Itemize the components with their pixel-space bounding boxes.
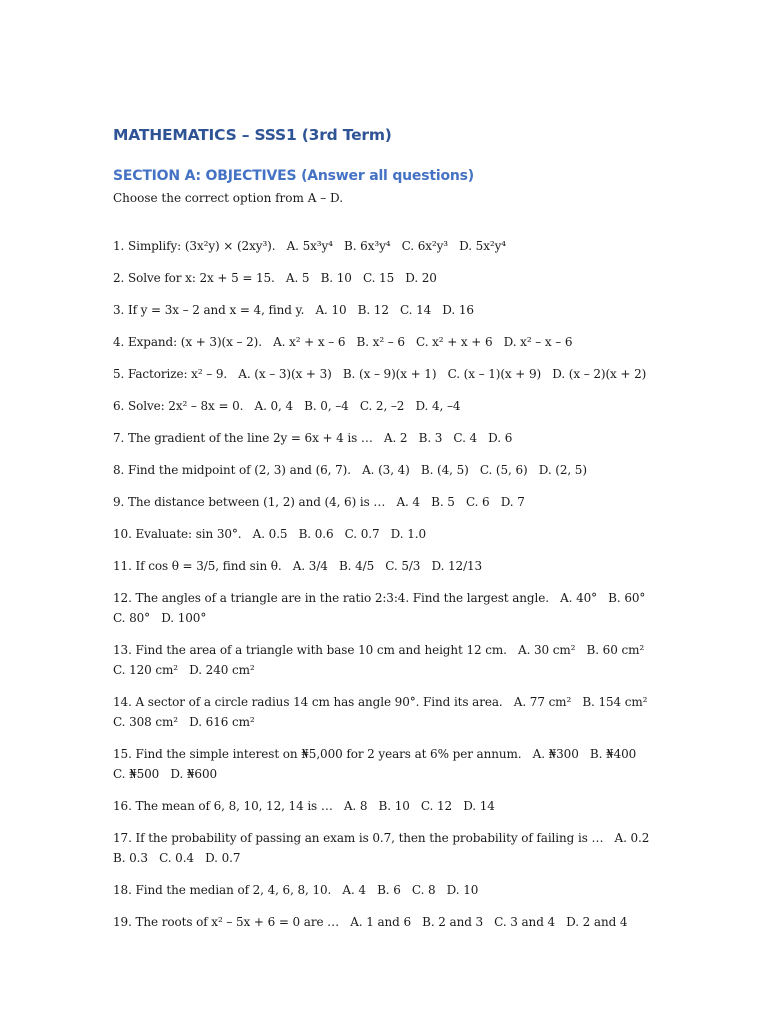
document-page [113, 122, 661, 944]
section-heading: SECTION A: OBJECTIVES (Answer all questions) [113, 168, 474, 184]
question-item: 13. Find the area of a triangle with base 10 cm and height 12 cm. A. 30 cm² B. 60 cm² C. 120 cm² D. 240 cm² [113, 643, 656, 677]
document-title: MATHEMATICS – SSS1 (3rd Term) [113, 126, 392, 144]
question-item: 8. Find the midpoint of (2, 3) and (6, 7). A. (3, 4) B. (4, 5) C. (5, 6) D. (2, 5) [113, 463, 587, 477]
question-item: 5. Factorize: x² – 9. A. (x – 3)(x + 3) B. (x – 9)(x + 1) C. (x – 1)(x + 9) D. (x – 2)(x + 2) [113, 367, 647, 381]
question-item: 19. The roots of x² – 5x + 6 = 0 are … A. 1 and 6 B. 2 and 3 C. 3 and 4 D. 2 and 4 [113, 915, 628, 929]
question-item: 16. The mean of 6, 8, 10, 12, 14 is … A. 8 B. 10 C. 12 D. 14 [113, 799, 495, 813]
question-item: 18. Find the median of 2, 4, 6, 8, 10. A. 4 B. 6 C. 8 D. 10 [113, 883, 479, 897]
question-item: 4. Expand: (x + 3)(x – 2). A. x² + x – 6 B. x² – 6 C. x² + x + 6 D. x² – x – 6 [113, 335, 573, 349]
question-item: 9. The distance between (1, 2) and (4, 6) is … A. 4 B. 5 C. 6 D. 7 [113, 495, 525, 509]
question-item: 1. Simplify: (3x²y) × (2xy³). A. 5x³y⁴ B. 6x³y⁴ C. 6x²y³ D. 5x²y⁴ [113, 239, 506, 253]
instruction-text: Choose the correct option from A – D. [113, 191, 344, 205]
question-item: 14. A sector of a circle radius 14 cm has angle 90°. Find its area. A. 77 cm² B. 154 cm² C. 308 cm² D. 616 cm² [113, 695, 659, 729]
question-item: 6. Solve: 2x² – 8x = 0. A. 0, 4 B. 0, –4 C. 2, –2 D. 4, –4 [113, 399, 461, 413]
question-item: 3. If y = 3x – 2 and x = 4, find y. A. 10 B. 12 C. 14 D. 16 [113, 303, 474, 317]
question-item: 7. The gradient of the line 2y = 6x + 4 is … A. 2 B. 3 C. 4 D. 6 [113, 431, 513, 445]
question-item: 2. Solve for x: 2x + 5 = 15. A. 5 B. 10 C. 15 D. 20 [113, 271, 437, 285]
question-item: 10. Evaluate: sin 30°. A. 0.5 B. 0.6 C. 0.7 D. 1.0 [113, 527, 426, 541]
question-list [113, 236, 661, 932]
question-item: 17. If the probability of passing an exam is 0.7, then the probability of failing is … A. 0.2 B. 0.3 C. 0.4 D. 0.7 [113, 831, 661, 865]
question-item: 11. If cos θ = 3/5, find sin θ. A. 3/4 B. 4/5 C. 5/3 D. 12/13 [113, 559, 483, 573]
question-item: 12. The angles of a triangle are in the ratio 2:3:4. Find the largest angle. A. 40° B. 60° C. 80° D. 100° [113, 591, 657, 625]
question-item: 15. Find the simple interest on ₦5,000 for 2 years at 6% per annum. A. ₦300 B. ₦400 C. ₦500 D. ₦600 [113, 747, 648, 781]
